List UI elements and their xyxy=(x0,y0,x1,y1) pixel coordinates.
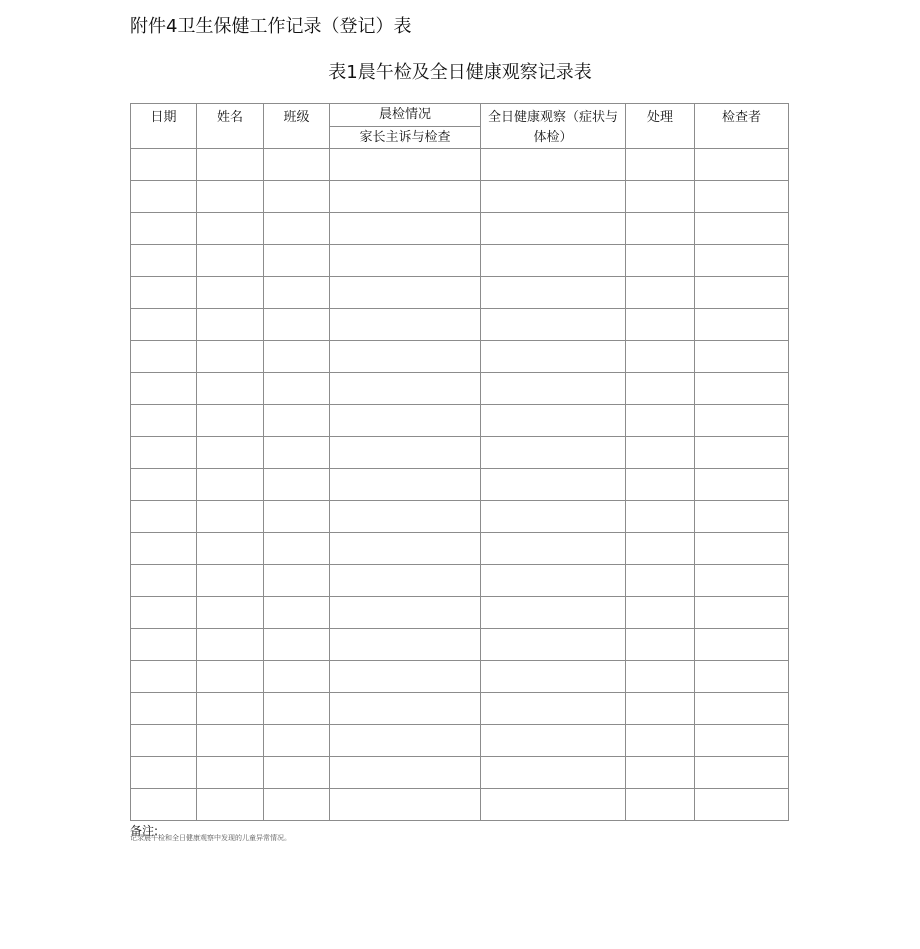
table-cell xyxy=(330,149,481,181)
table-cell xyxy=(330,213,481,245)
table-row xyxy=(131,661,789,693)
table-cell xyxy=(131,501,197,533)
table-cell xyxy=(481,789,626,821)
table-cell xyxy=(131,149,197,181)
table-row xyxy=(131,341,789,373)
table-cell xyxy=(695,469,789,501)
table-cell xyxy=(330,789,481,821)
table-cell xyxy=(626,693,695,725)
table-row xyxy=(131,693,789,725)
table-row xyxy=(131,437,789,469)
table-cell xyxy=(481,629,626,661)
table-cell xyxy=(626,341,695,373)
table-cell xyxy=(330,341,481,373)
table-cell xyxy=(481,277,626,309)
remark-label: 备注: xyxy=(130,824,159,838)
table-cell xyxy=(330,693,481,725)
table-cell xyxy=(264,245,330,277)
table-cell xyxy=(330,565,481,597)
table-row xyxy=(131,181,789,213)
table-cell xyxy=(330,373,481,405)
table-cell xyxy=(197,533,264,565)
table-cell xyxy=(264,533,330,565)
table-cell xyxy=(626,789,695,821)
table-cell xyxy=(481,245,626,277)
table-cell xyxy=(481,533,626,565)
table-cell xyxy=(626,629,695,661)
table-cell xyxy=(131,309,197,341)
table-cell xyxy=(131,533,197,565)
header-allday-observation: 全日健康观察（症状与体检） xyxy=(481,104,626,149)
table-cell xyxy=(626,245,695,277)
table-cell xyxy=(131,565,197,597)
table-cell xyxy=(131,373,197,405)
table-cell xyxy=(264,789,330,821)
table-cell xyxy=(481,373,626,405)
table-cell xyxy=(131,725,197,757)
table-cell xyxy=(626,661,695,693)
table-cell xyxy=(481,341,626,373)
table-cell xyxy=(626,469,695,501)
table-cell xyxy=(264,757,330,789)
table-row xyxy=(131,309,789,341)
table-cell xyxy=(197,245,264,277)
table-cell xyxy=(264,501,330,533)
table-cell xyxy=(131,277,197,309)
table-cell xyxy=(481,597,626,629)
table-cell xyxy=(695,277,789,309)
table-title: 表1晨午检及全日健康观察记录表 xyxy=(328,62,592,83)
table-cell xyxy=(197,277,264,309)
table-cell xyxy=(481,181,626,213)
table-cell xyxy=(197,661,264,693)
table-cell xyxy=(264,597,330,629)
table-cell xyxy=(264,629,330,661)
table-cell xyxy=(481,725,626,757)
table-cell xyxy=(695,693,789,725)
table-cell xyxy=(481,757,626,789)
table-cell xyxy=(695,629,789,661)
table-cell xyxy=(197,789,264,821)
table-cell xyxy=(695,245,789,277)
table-cell xyxy=(264,277,330,309)
table-row xyxy=(131,405,789,437)
table-cell xyxy=(131,341,197,373)
table-cell xyxy=(695,789,789,821)
table-cell xyxy=(131,629,197,661)
table-cell xyxy=(481,501,626,533)
table-cell xyxy=(197,501,264,533)
header-parent-complaint: 家长主诉与检查 xyxy=(330,126,481,149)
table-row xyxy=(131,213,789,245)
table-cell xyxy=(481,309,626,341)
table-row xyxy=(131,597,789,629)
table-cell xyxy=(695,149,789,181)
table-cell xyxy=(264,309,330,341)
health-record-table xyxy=(130,103,789,821)
table-cell xyxy=(626,501,695,533)
table-cell xyxy=(481,693,626,725)
header-morning-check: 晨检情况 xyxy=(330,104,481,127)
table-cell xyxy=(131,597,197,629)
table-cell xyxy=(481,469,626,501)
table-cell xyxy=(626,757,695,789)
table-cell xyxy=(131,757,197,789)
table-cell xyxy=(131,213,197,245)
table-cell xyxy=(197,725,264,757)
table-row xyxy=(131,501,789,533)
table-cell xyxy=(197,693,264,725)
table-cell xyxy=(481,565,626,597)
table-cell xyxy=(131,661,197,693)
header-date: 日期 xyxy=(131,104,197,149)
table-cell xyxy=(330,661,481,693)
table-cell xyxy=(330,629,481,661)
table-cell xyxy=(197,405,264,437)
table-cell xyxy=(626,149,695,181)
header-treatment: 处理 xyxy=(626,104,695,149)
table-cell xyxy=(695,309,789,341)
table-cell xyxy=(626,725,695,757)
header-name: 姓名 xyxy=(197,104,264,149)
table-cell xyxy=(330,501,481,533)
table-cell xyxy=(626,213,695,245)
table-cell xyxy=(695,213,789,245)
document-heading: 附件4卫生保健工作记录（登记）表 xyxy=(130,16,412,37)
table-cell xyxy=(626,597,695,629)
table-cell xyxy=(626,373,695,405)
table-row xyxy=(131,469,789,501)
table-row xyxy=(131,373,789,405)
table-cell xyxy=(330,309,481,341)
table-cell xyxy=(264,405,330,437)
table-cell xyxy=(264,661,330,693)
table-cell xyxy=(626,309,695,341)
table-cell xyxy=(197,469,264,501)
table-cell xyxy=(264,149,330,181)
table-row xyxy=(131,725,789,757)
table-row xyxy=(131,533,789,565)
table-cell xyxy=(626,565,695,597)
table-cell xyxy=(264,725,330,757)
table-cell xyxy=(197,341,264,373)
table-cell xyxy=(695,565,789,597)
table-cell xyxy=(131,789,197,821)
table-cell xyxy=(264,469,330,501)
table-cell xyxy=(481,405,626,437)
table-cell xyxy=(197,629,264,661)
table-cell xyxy=(131,469,197,501)
table-cell xyxy=(330,597,481,629)
table-cell xyxy=(626,437,695,469)
table-body xyxy=(131,149,789,821)
table-cell xyxy=(264,341,330,373)
table-cell xyxy=(330,181,481,213)
header-inspector: 检查者 xyxy=(695,104,789,149)
table-cell xyxy=(481,437,626,469)
remark-note: 记录晨午检和全日健康观察中发现的儿童异常情况。 xyxy=(130,834,291,842)
table-row xyxy=(131,789,789,821)
table-cell xyxy=(264,693,330,725)
table-cell xyxy=(264,373,330,405)
table-cell xyxy=(330,437,481,469)
table-cell xyxy=(626,277,695,309)
table-cell xyxy=(695,341,789,373)
table-cell xyxy=(197,309,264,341)
table-row xyxy=(131,245,789,277)
table-row xyxy=(131,629,789,661)
table-cell xyxy=(197,565,264,597)
table-cell xyxy=(626,533,695,565)
table-cell xyxy=(695,181,789,213)
table-cell xyxy=(695,533,789,565)
table-cell xyxy=(131,245,197,277)
table-cell xyxy=(197,181,264,213)
table-cell xyxy=(330,725,481,757)
table-row xyxy=(131,565,789,597)
table-cell xyxy=(264,565,330,597)
table-cell xyxy=(197,757,264,789)
table-row xyxy=(131,277,789,309)
table-cell xyxy=(197,597,264,629)
table-cell xyxy=(264,181,330,213)
table-cell xyxy=(197,213,264,245)
table-cell xyxy=(695,437,789,469)
table-cell xyxy=(695,757,789,789)
header-class: 班级 xyxy=(264,104,330,149)
table-cell xyxy=(264,437,330,469)
table-cell xyxy=(131,181,197,213)
table-cell xyxy=(695,501,789,533)
table-cell xyxy=(695,597,789,629)
table-cell xyxy=(330,277,481,309)
table-cell xyxy=(330,757,481,789)
table-cell xyxy=(695,725,789,757)
table-cell xyxy=(626,181,695,213)
table-cell xyxy=(481,149,626,181)
table-cell xyxy=(626,405,695,437)
table-cell xyxy=(330,405,481,437)
table-cell xyxy=(131,693,197,725)
table-cell xyxy=(695,373,789,405)
table-cell xyxy=(264,213,330,245)
table-cell xyxy=(197,373,264,405)
table-cell xyxy=(481,661,626,693)
table-cell xyxy=(131,437,197,469)
table-cell xyxy=(131,405,197,437)
table-cell xyxy=(330,469,481,501)
table-cell xyxy=(330,533,481,565)
table-cell xyxy=(197,437,264,469)
table-cell xyxy=(695,405,789,437)
table-cell xyxy=(481,213,626,245)
table-cell xyxy=(330,245,481,277)
table-cell xyxy=(197,149,264,181)
table-row xyxy=(131,149,789,181)
table-cell xyxy=(695,661,789,693)
table-row xyxy=(131,757,789,789)
